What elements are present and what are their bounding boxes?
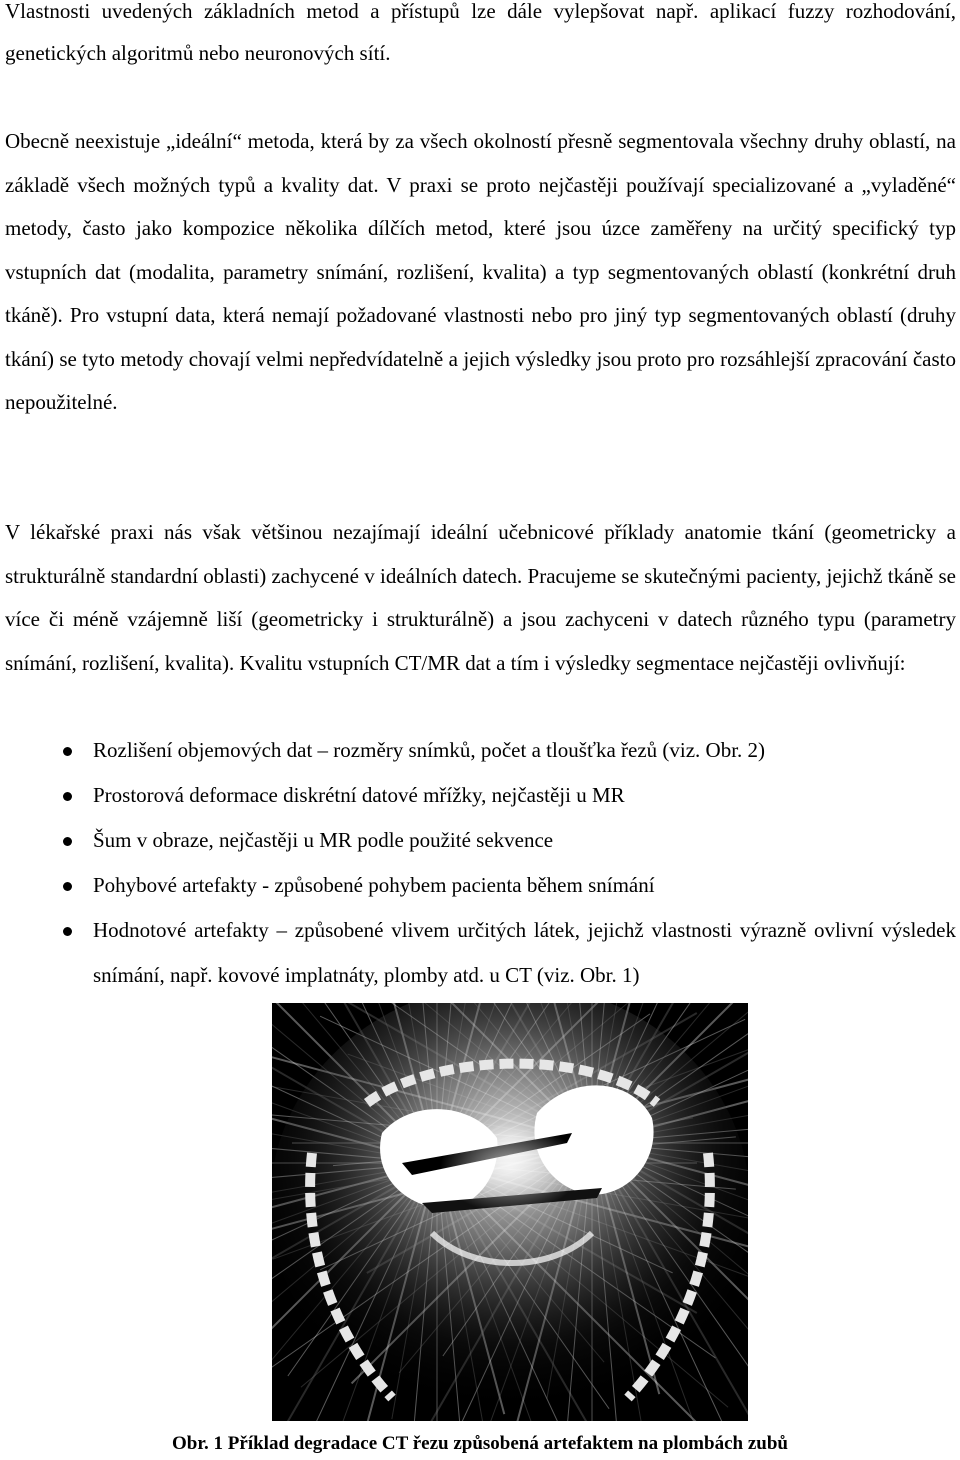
bullet-icon [63,747,72,756]
paragraph-no-ideal-method: Obecně neexistuje „ideální“ metoda, která by za všech okolností přesně segmentovala všechny druhy oblastí, na základě všech možných typů a kvality dat. V praxi se proto nejčastěji používají specializované a „vyladěné“ metody, často jako kompozice několika dílčích metod, které jsou úzce zaměřeny na určitý specifický typ vstupních dat (modalita, parametry snímání, rozlišení, kvalita) a typ segmentovaných oblastí (konkrétní druh tkáně). Pro vstupní data, která nemají požadované vlastnosti nebo pro jiný typ segmentovaných oblastí (druhy tkání) se tyto metody chovají velmi nepředvídatelně a jejich výsledky jsou proto pro rozsáhlejší zpracování často nepoužitelné. [5,129,956,414]
paragraph-methods-improvement: Vlastnosti uvedených základních metod a přístupů lze dále vylepšovat např. aplikací fuzzy rozhodování, genetických algoritmů nebo neuronových sítí. [5,0,956,65]
bullet-icon [63,927,72,936]
list-item: Prostorová deformace diskrétní datové mřížky, nejčastěji u MR [0,773,956,818]
list-item: Hodnotové artefakty – způsobené vlivem určitých látek, jejichž vlastnosti výrazně ovlivní výsledek snímání, např. kovové implatnáty, plomby atd. u CT (viz. Obr. 1) [0,908,956,998]
figure-caption: Obr. 1 Příklad degradace CT řezu způsobená artefaktem na plombách zubů [172,1433,788,1454]
list-item: Rozlišení objemových dat – rozměry snímků, počet a tloušťka řezů (viz. Obr. 2) [0,728,956,773]
paragraph-medical-practice: V lékařské praxi nás však většinou nezajímají ideální učebnicové příklady anatomie tkání (geometricky a strukturálně standardní oblasti) zachycené v ideálních datech. Pracujeme se skutečnými pacienty, jejichž tkáně se více či méně vzájemně liší (geometricky i strukturálně) a jsou zachyceni v datech různého typu (parametry snímání, rozlišení, kvalita). Kvalitu vstupních CT/MR dat a tím i výsledky segmentace nejčastěji ovlivňují: [5,520,956,675]
ct-slice-image [272,1003,748,1421]
bullet-icon [63,882,72,891]
ct-artifact-illustration [272,1003,748,1421]
list-item: Pohybové artefakty - způsobené pohybem pacienta během snímání [0,863,956,908]
bullet-icon [63,837,72,846]
bullet-icon [63,792,72,801]
list-item: Šum v obraze, nejčastěji u MR podle použité sekvence [0,818,956,863]
factor-list [0,728,960,998]
